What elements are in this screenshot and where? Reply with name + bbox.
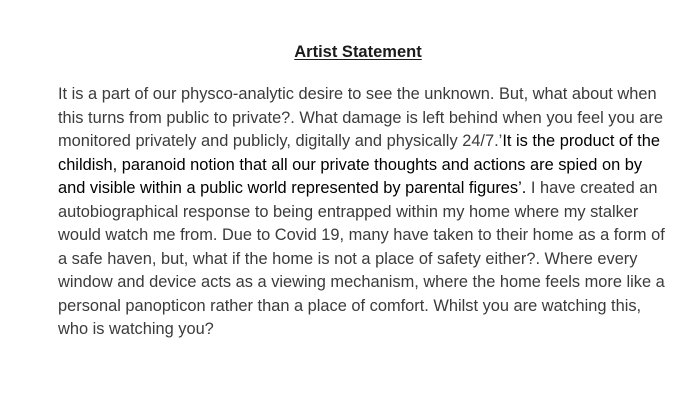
document-title: Artist Statement [294, 43, 422, 61]
statement-quote: It is the product of the childish, paranoid notion that all our private thoughts and actions are spied on by and visible within a public world represented by parental figures’. [58, 132, 660, 197]
statement-text-body: I have created an autobiographical response to being entrapped within my home where my stalker would watch me from. Due to Covid 19, many have taken to their home as a form of a safe haven, but, what if the home is not a place of safety either?. Where every window and device acts as a viewing mechanism, where the home feels more like a personal panopticon rather than a place of comfort. Whilst you are watching this, who is watching you? [58, 179, 665, 338]
statement-paragraph [58, 83, 668, 342]
statement-text-intro: It is a part of our physco-analytic desire to see the unknown. But, what about when this turns from public to private?. What damage is left behind when you feel you are monitored privately and publicly, digitally and physically 24/7.’ [58, 85, 663, 150]
